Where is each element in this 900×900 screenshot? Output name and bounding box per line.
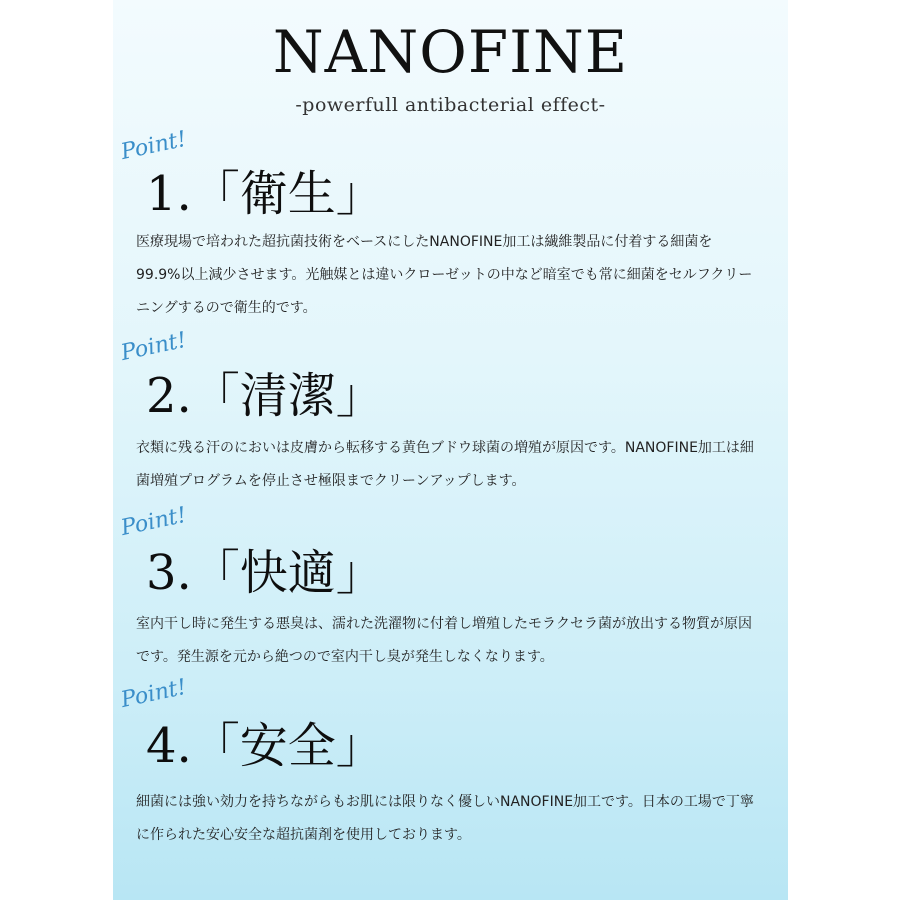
point-1-label: Point! [118, 126, 189, 165]
point-2-body: 衣類に残る汗のにおいは皮膚から転移する黄色ブドウ球菌の増殖が原因です。NANOFINE加工は細菌増殖プログラムを停止させ極限までクリーンアップします。 [136, 440, 754, 489]
page-title: NANOFINE [272, 18, 629, 86]
page-subtitle: -powerfull antibacterial effect- [295, 94, 606, 116]
point-2-label: Point! [118, 327, 189, 366]
point-3-label: Point! [118, 502, 189, 541]
point-2-heading: 2.「清潔」 [146, 368, 384, 424]
point-4-heading: 4.「安全」 [146, 718, 384, 774]
point-3-heading: 3.「快適」 [146, 545, 384, 601]
point-4-label: Point! [118, 674, 189, 713]
point-1-body: 医療現場で培われた超抗菌技術をベースにしたNANOFINE加工は繊維製品に付着する細菌を99.9%以上減少させます。光触媒とは違いクローゼットの中など暗室でも常に細菌をセルフクリーニングするので衛生的です。 [136, 234, 753, 316]
point-1-heading: 1.「衛生」 [146, 166, 384, 222]
point-3-body: 室内干し時に発生する悪臭は、濡れた洗濯物に付着し増殖したモラクセラ菌が放出する物質が原因です。発生源を元から絶つので室内干し臭が発生しなくなります。 [136, 616, 752, 665]
point-4-body: 細菌には強い効力を持ちながらもお肌には限りなく優しいNANOFINE加工です。日本の工場で丁寧に作られた安心安全な超抗菌剤を使用しております。 [136, 794, 754, 843]
